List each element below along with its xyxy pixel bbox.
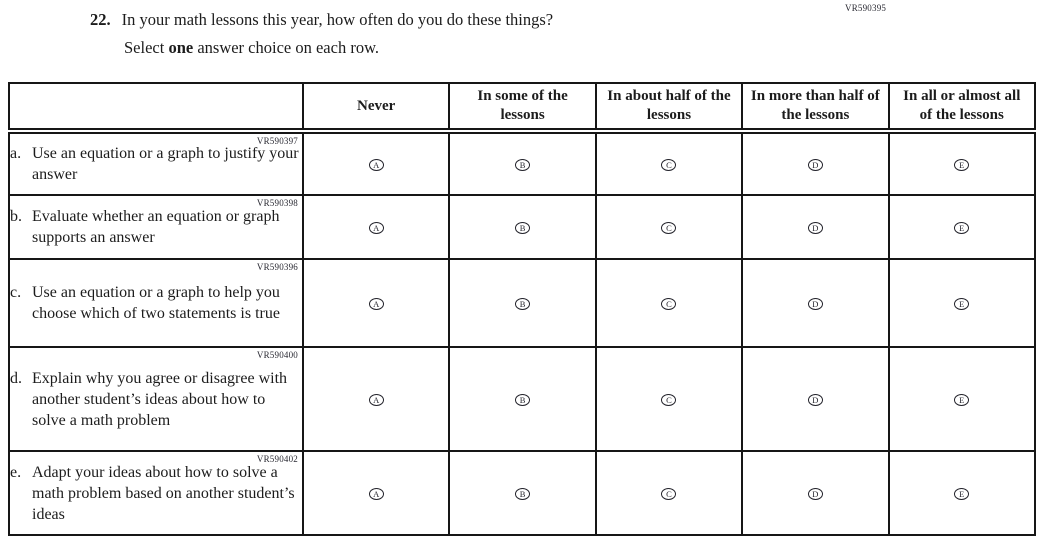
answer-bubble-b-never[interactable]: A [369, 222, 384, 234]
row-code-a: VR590397 [256, 136, 298, 146]
answer-bubble-d-more-than-half[interactable]: D [808, 394, 823, 406]
row-code-d: VR590400 [256, 350, 298, 360]
cell-b-some [449, 195, 595, 259]
page-form-code: VR590395 [845, 3, 887, 13]
answer-bubble-b-all[interactable]: E [954, 222, 969, 234]
cell-a-some [449, 131, 595, 195]
column-header-about-half: In about half of the lessons [596, 83, 742, 131]
row-stem-d [9, 347, 303, 451]
row-code-c: VR590396 [256, 262, 298, 272]
column-header-some: In some of the lessons [449, 83, 595, 131]
answer-bubble-a-never[interactable]: A [369, 159, 384, 171]
row-code-b: VR590398 [256, 198, 298, 208]
cell-d-some [449, 347, 595, 451]
answer-bubble-a-all[interactable]: E [954, 159, 969, 171]
cell-a-all [889, 131, 1035, 195]
answer-bubble-c-about-half[interactable]: C [661, 298, 676, 310]
row-code-e: VR590402 [256, 454, 298, 464]
column-header-never: Never [303, 83, 449, 131]
answer-bubble-c-more-than-half[interactable]: D [808, 298, 823, 310]
cell-a-more-than-half [742, 131, 888, 195]
question-instruction [124, 38, 379, 58]
answer-bubble-d-about-half[interactable]: C [661, 394, 676, 406]
answer-bubble-e-about-half[interactable]: C [661, 488, 676, 500]
instruction-prefix: Select [124, 38, 169, 57]
row-letter-d: d. [10, 369, 22, 387]
table-row-e [9, 451, 1035, 535]
instruction-suffix: answer choice on each row. [193, 38, 380, 57]
answer-bubble-d-never[interactable]: A [369, 394, 384, 406]
row-text-e: Adapt your ideas about how to solve a math problem based on another student’s ideas [32, 463, 295, 523]
answer-bubble-d-some[interactable]: B [515, 394, 530, 406]
cell-b-all [889, 195, 1035, 259]
table-row-c [9, 259, 1035, 347]
answer-bubble-e-never[interactable]: A [369, 488, 384, 500]
question-number: 22. [90, 10, 111, 29]
cell-a-about-half [596, 131, 742, 195]
question-text: In your math lessons this year, how often do you do these things? [121, 10, 554, 29]
row-text-d: Explain why you agree or disagree with another student’s ideas about how to solve a math problem [32, 369, 288, 429]
answer-bubble-b-about-half[interactable]: C [661, 222, 676, 234]
cell-b-never [303, 195, 449, 259]
row-text-c: Use an equation or a graph to help you choose which of two statements is true [32, 284, 280, 322]
answer-bubble-e-some[interactable]: B [515, 488, 530, 500]
cell-a-never [303, 131, 449, 195]
row-letter-c: c. [10, 284, 22, 301]
column-header-more-than-half: In more than half of the lessons [742, 83, 888, 131]
cell-b-about-half [596, 195, 742, 259]
column-header-all: In all or almost all of the lessons [889, 83, 1035, 131]
answer-bubble-e-more-than-half[interactable]: D [808, 488, 823, 500]
answer-bubble-a-more-than-half[interactable]: D [808, 159, 823, 171]
cell-c-all [889, 259, 1035, 347]
cell-c-never [303, 259, 449, 347]
row-letter-b: b. [10, 208, 22, 225]
answer-bubble-c-never[interactable]: A [369, 298, 384, 310]
answer-bubble-a-some[interactable]: B [515, 159, 530, 171]
cell-d-all [889, 347, 1035, 451]
cell-d-about-half [596, 347, 742, 451]
cell-c-some [449, 259, 595, 347]
table-row-d [9, 347, 1035, 451]
header-row [9, 83, 1035, 131]
cell-c-about-half [596, 259, 742, 347]
row-letter-e: e. [10, 463, 22, 481]
answer-bubble-a-about-half[interactable]: C [661, 159, 676, 171]
cell-b-more-than-half [742, 195, 888, 259]
row-stem-e [9, 451, 303, 535]
table-row-b [9, 195, 1035, 259]
cell-e-about-half [596, 451, 742, 535]
cell-e-more-than-half [742, 451, 888, 535]
instruction-bold-word: one [168, 38, 194, 57]
answer-bubble-c-some[interactable]: B [515, 298, 530, 310]
frequency-response-table [8, 82, 1036, 536]
cell-d-never [303, 347, 449, 451]
answer-bubble-e-all[interactable]: E [954, 488, 969, 500]
answer-bubble-c-all[interactable]: E [954, 298, 969, 310]
cell-c-more-than-half [742, 259, 888, 347]
row-text-a: Use an equation or a graph to justify your answer [32, 145, 299, 183]
cell-e-all [889, 451, 1035, 535]
cell-e-some [449, 451, 595, 535]
answer-bubble-d-all[interactable]: E [954, 394, 969, 406]
table-row-a [9, 131, 1035, 195]
row-text-b: Evaluate whether an equation or graph supports an answer [32, 208, 280, 246]
row-label-column-header [9, 83, 303, 131]
row-stem-a [9, 131, 303, 195]
row-stem-c [9, 259, 303, 347]
row-stem-b [9, 195, 303, 259]
question-line [90, 10, 553, 30]
row-letter-a: a. [10, 145, 22, 162]
answer-bubble-b-more-than-half[interactable]: D [808, 222, 823, 234]
cell-e-never [303, 451, 449, 535]
answer-bubble-b-some[interactable]: B [515, 222, 530, 234]
cell-d-more-than-half [742, 347, 888, 451]
